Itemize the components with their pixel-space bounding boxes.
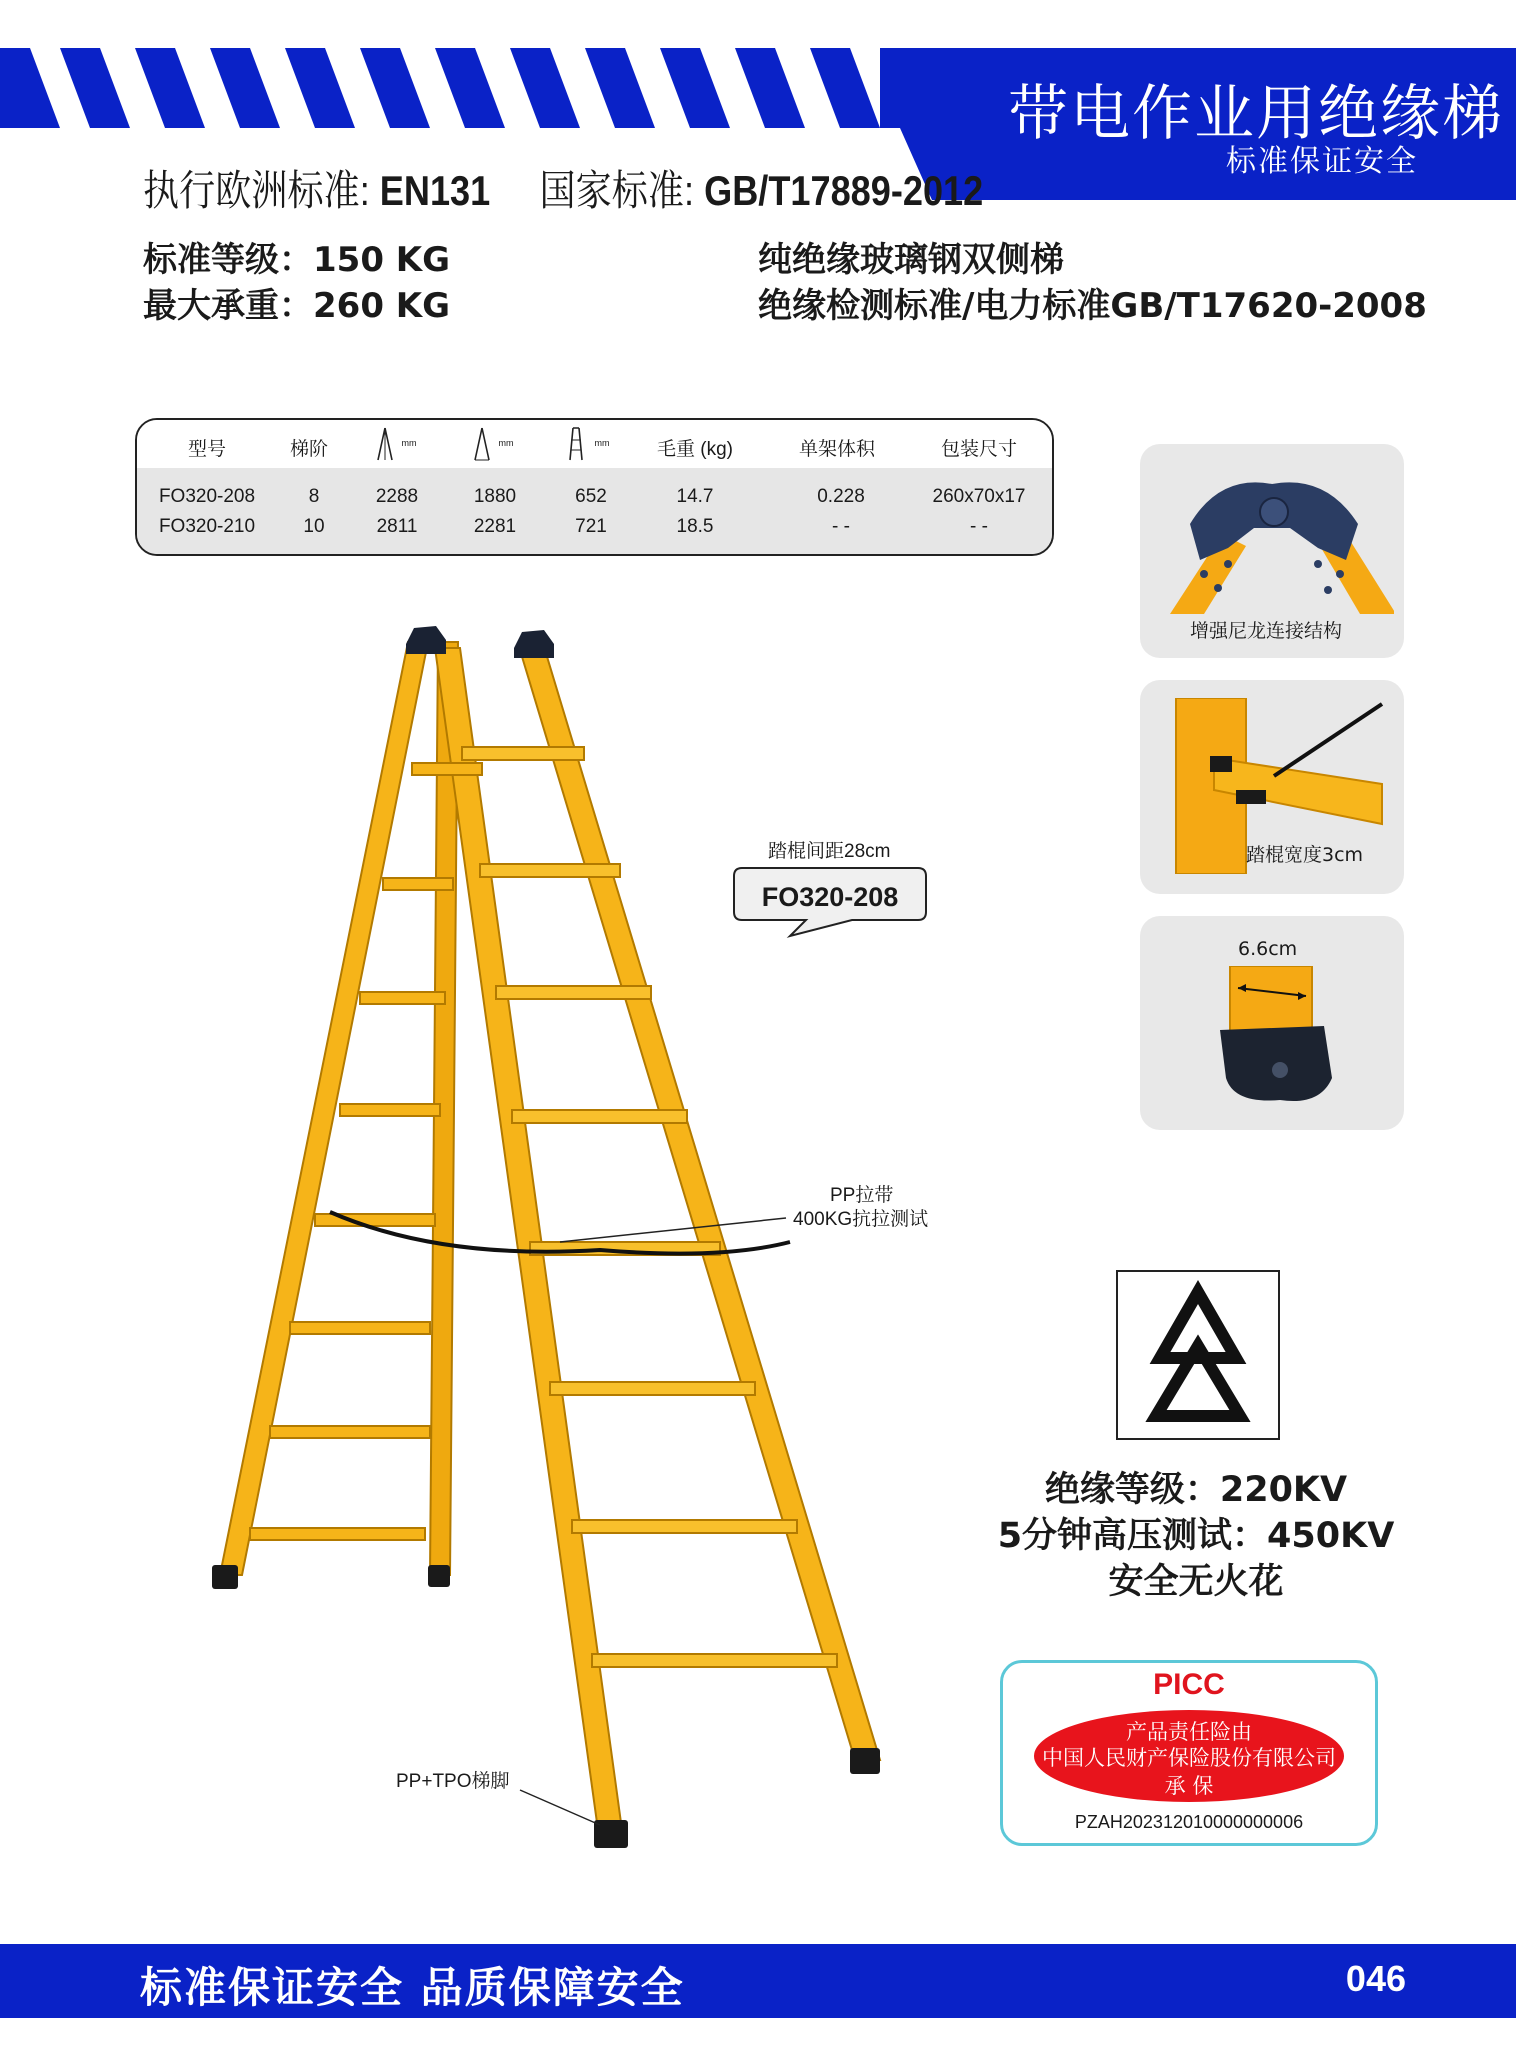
table-cell: 14.7 [676, 486, 714, 507]
standards-line [143, 158, 983, 218]
table-cell: FO320-208 [158, 486, 256, 507]
table-cell: - - [970, 516, 988, 537]
model-tag: FO320-208 [761, 882, 899, 912]
mm-unit-a: mm [401, 438, 417, 448]
page-number: 046 [1345, 1958, 1406, 1999]
foot-detail-card [1140, 916, 1404, 1130]
voltage-test: 5分钟高压测试：450KV [997, 1516, 1395, 1556]
table-cell: FO320-210 [158, 516, 256, 537]
footer-slogan: 标准保证安全 品质保障安全 [140, 1963, 685, 2012]
picc-line-1: 产品责任险由 [1126, 1720, 1252, 1744]
eu-standard-label: 执行欧洲标准: [143, 167, 370, 214]
col-header-steps: 梯阶 [289, 439, 329, 460]
table-cell: 2811 [376, 516, 418, 537]
table-cell: 18.5 [676, 516, 714, 537]
table-cell: 8 [308, 486, 320, 507]
page-subtitle: 标准保证安全 [1226, 144, 1418, 179]
joint-caption: 增强尼龙连接结构 [1190, 620, 1343, 642]
rung-spacing-label: 踏棍间距28cm [768, 841, 891, 862]
table-cell: 10 [303, 516, 325, 537]
width-c-icon [565, 426, 587, 462]
foot-label: PP+TPO梯脚 [396, 1771, 510, 1792]
table-cell: - - [832, 516, 850, 537]
table-cell: 652 [575, 486, 607, 507]
material-desc: 纯绝缘玻璃钢双侧梯 [758, 240, 1064, 280]
nylon-joint-image [1150, 464, 1394, 614]
standard-grade: 标准等级：150 KG [143, 240, 451, 280]
length-b-icon [471, 426, 493, 462]
table-cell: 1880 [473, 486, 517, 507]
mm-unit-b: mm [498, 438, 514, 448]
eu-standard-value: EN131 [379, 167, 491, 214]
insulation-level: 绝缘等级：220KV [1044, 1470, 1348, 1510]
cn-standard-value: GB/T17889-2012 [704, 167, 984, 214]
col-header-package: 包装尺寸 [940, 439, 1018, 460]
picc-title: PICC [1153, 1668, 1225, 1701]
max-load: 最大承重：260 KG [143, 286, 451, 326]
picc-policy-code: PZAH202312010000000006 [1074, 1812, 1304, 1832]
strap-test-label: 400KG抗拉测试 [793, 1209, 929, 1230]
table-cell: 2281 [473, 516, 517, 537]
ladder-foot-image [1220, 966, 1340, 1116]
rung-detail-card [1140, 680, 1404, 894]
table-cell: 721 [575, 516, 607, 537]
spec-table [135, 418, 1054, 556]
rung-caption: 踏棍宽度3cm [1246, 844, 1364, 866]
height-a-icon [373, 426, 395, 462]
table-cell: 260x70x17 [932, 486, 1026, 507]
col-header-weight: 毛重 (kg) [656, 439, 734, 460]
foot-width-label: 6.6cm [1238, 938, 1298, 960]
ladder-illustration [200, 620, 920, 1850]
col-header-volume: 单架体积 [798, 439, 876, 460]
strap-label: PP拉带 [830, 1185, 894, 1206]
test-standard: 绝缘检测标准/电力标准GB/T17620-2008 [758, 286, 1427, 326]
joint-detail-card [1140, 444, 1404, 658]
cn-standard-label: 国家标准: [539, 167, 695, 214]
table-cell: 2288 [375, 486, 419, 507]
double-triangle-insulation-icon [1116, 1270, 1280, 1440]
picc-line-3: 承 保 [1164, 1774, 1214, 1798]
no-spark-text: 安全无火花 [1108, 1562, 1284, 1602]
page-title: 带电作业用绝缘梯 [1008, 79, 1504, 149]
col-header-model: 型号 [187, 439, 227, 460]
mm-unit-c: mm [594, 438, 610, 448]
table-cell: 0.228 [817, 486, 865, 507]
picc-line-2: 中国人民财产保险股份有限公司 [1042, 1746, 1336, 1770]
